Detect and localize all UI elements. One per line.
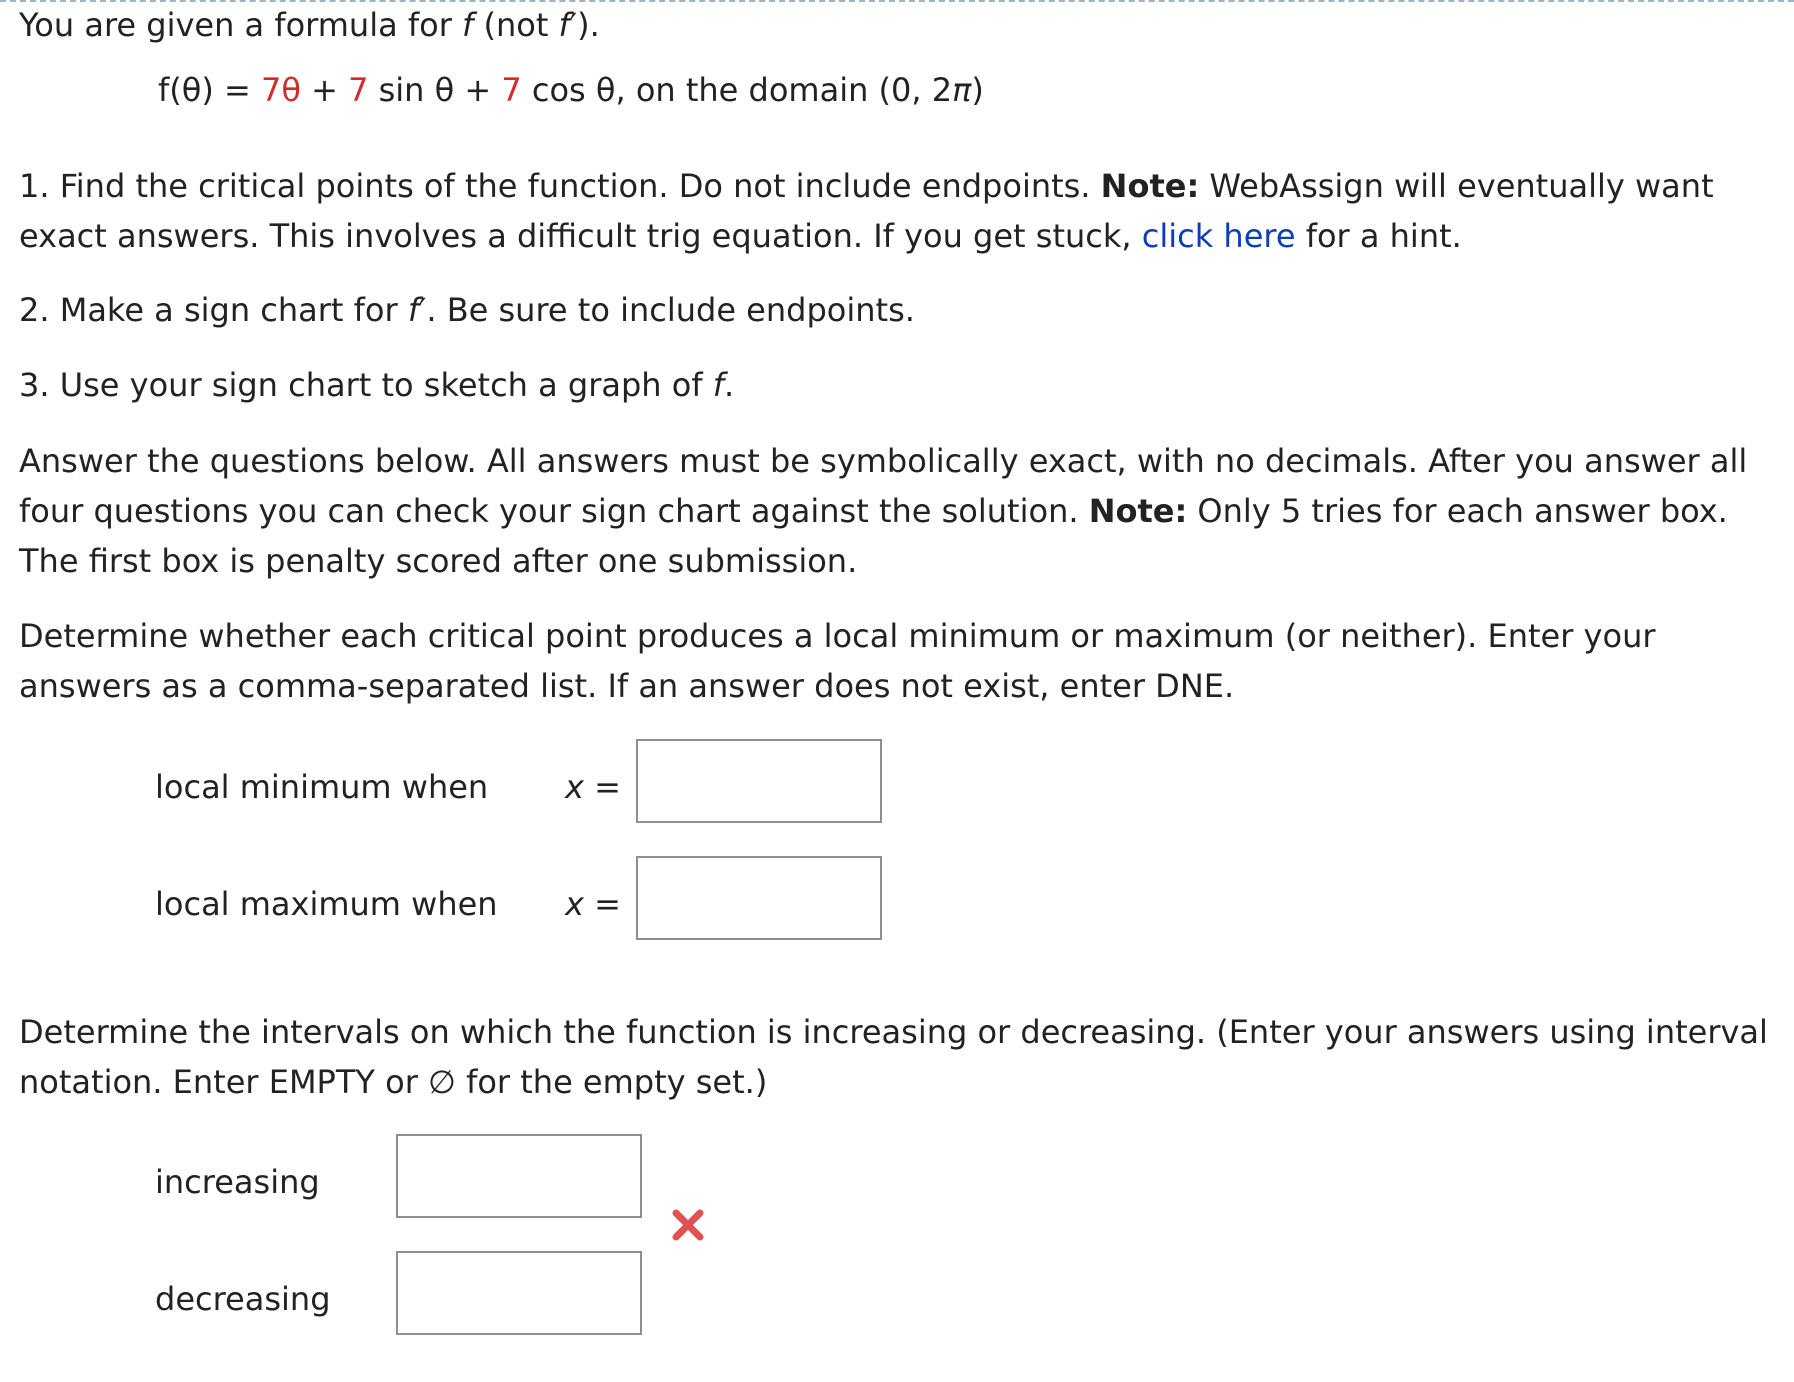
step-2-f: f <box>407 291 420 329</box>
answer-instructions <box>19 436 1779 586</box>
step-3-text-2: . <box>724 366 735 404</box>
hint-link[interactable]: click here <box>1141 217 1296 255</box>
intro-line <box>19 5 600 45</box>
formula-theta-1: θ <box>281 71 301 109</box>
answer-info-text-2: Only 5 tries for each answer box. The first box is penalty scored after one submission. <box>19 492 1728 580</box>
formula-cos-term: cos θ, on the domain (0, 2 <box>521 71 953 109</box>
formula-plus: + <box>300 71 349 109</box>
interval-instructions: Determine the intervals on which the function is increasing or decreasing. (Enter your answers using interval notation. Enter EMPTY or ∅ for the empty set.) <box>19 1013 1768 1101</box>
step-2-text-2: . Be sure to include endpoints. <box>426 291 915 329</box>
step-1 <box>19 161 1779 261</box>
increasing-input[interactable] <box>396 1134 642 1218</box>
x-mark-icon <box>670 1207 706 1243</box>
step-1-text-3: for a hint. <box>1295 217 1462 255</box>
step-3-f: f <box>712 366 725 404</box>
intro-f: f <box>462 6 474 44</box>
local-min-eq: = <box>583 768 621 806</box>
step-1-text: 1. Find the critical points of the function. Do not include endpoints. <box>19 167 1101 205</box>
step-1-note-label: Note: <box>1100 167 1200 205</box>
formula-coef-3: 7 <box>501 71 522 109</box>
formula-close: ) <box>971 71 984 109</box>
formula <box>158 70 984 110</box>
decreasing-label: decreasing <box>155 1280 331 1318</box>
local-max-label: local maximum when <box>155 885 498 923</box>
step-2-prime: ′ <box>419 291 427 329</box>
local-max-input[interactable] <box>636 856 882 940</box>
formula-sin-term: sin θ + <box>368 71 502 109</box>
local-min-x-equals <box>565 767 621 807</box>
intro-prime: ′ <box>569 6 578 44</box>
intro-suffix: ). <box>577 6 600 44</box>
local-max-x-equals <box>565 884 621 924</box>
step-2 <box>19 290 915 330</box>
step-3-text: 3. Use your sign chart to sketch a graph of <box>19 366 713 404</box>
top-dashed-border <box>0 0 1794 2</box>
intro-prefix: You are given a formula for <box>19 6 463 44</box>
decreasing-input[interactable] <box>396 1251 642 1335</box>
answer-info-note-label: Note: <box>1088 492 1188 530</box>
step-2-text: 2. Make a sign chart for <box>19 291 408 329</box>
step-1-text-2: WebAssign will eventually want exact answers. This involves a difficult trig equation. If you get stuck, <box>19 167 1714 255</box>
intro-fprime: f <box>558 6 570 44</box>
intro-middle: (not <box>473 6 559 44</box>
local-min-label: local minimum when <box>155 768 489 806</box>
extrema-instructions: Determine whether each critical point produces a local minimum or maximum (or neither). Enter your answers as a comma-separated list. If an answer does not exist, enter DNE. <box>19 617 1656 705</box>
answer-info-text: Answer the questions below. All answers must be symbolically exact, with no decimals. After you answer all four questions you can check your sign chart against the solution. <box>19 442 1748 530</box>
local-min-var: x <box>565 768 584 806</box>
formula-coef-2: 7 <box>348 71 369 109</box>
step-3 <box>19 365 734 405</box>
local-max-var: x <box>565 885 584 923</box>
formula-pi: π <box>952 71 972 109</box>
local-min-input[interactable] <box>636 739 882 823</box>
local-max-eq: = <box>583 885 621 923</box>
formula-equals: = <box>213 71 261 109</box>
formula-coef-1: 7 <box>260 71 282 109</box>
increasing-label: increasing <box>155 1163 320 1201</box>
formula-lhs: f(θ) <box>158 71 214 109</box>
